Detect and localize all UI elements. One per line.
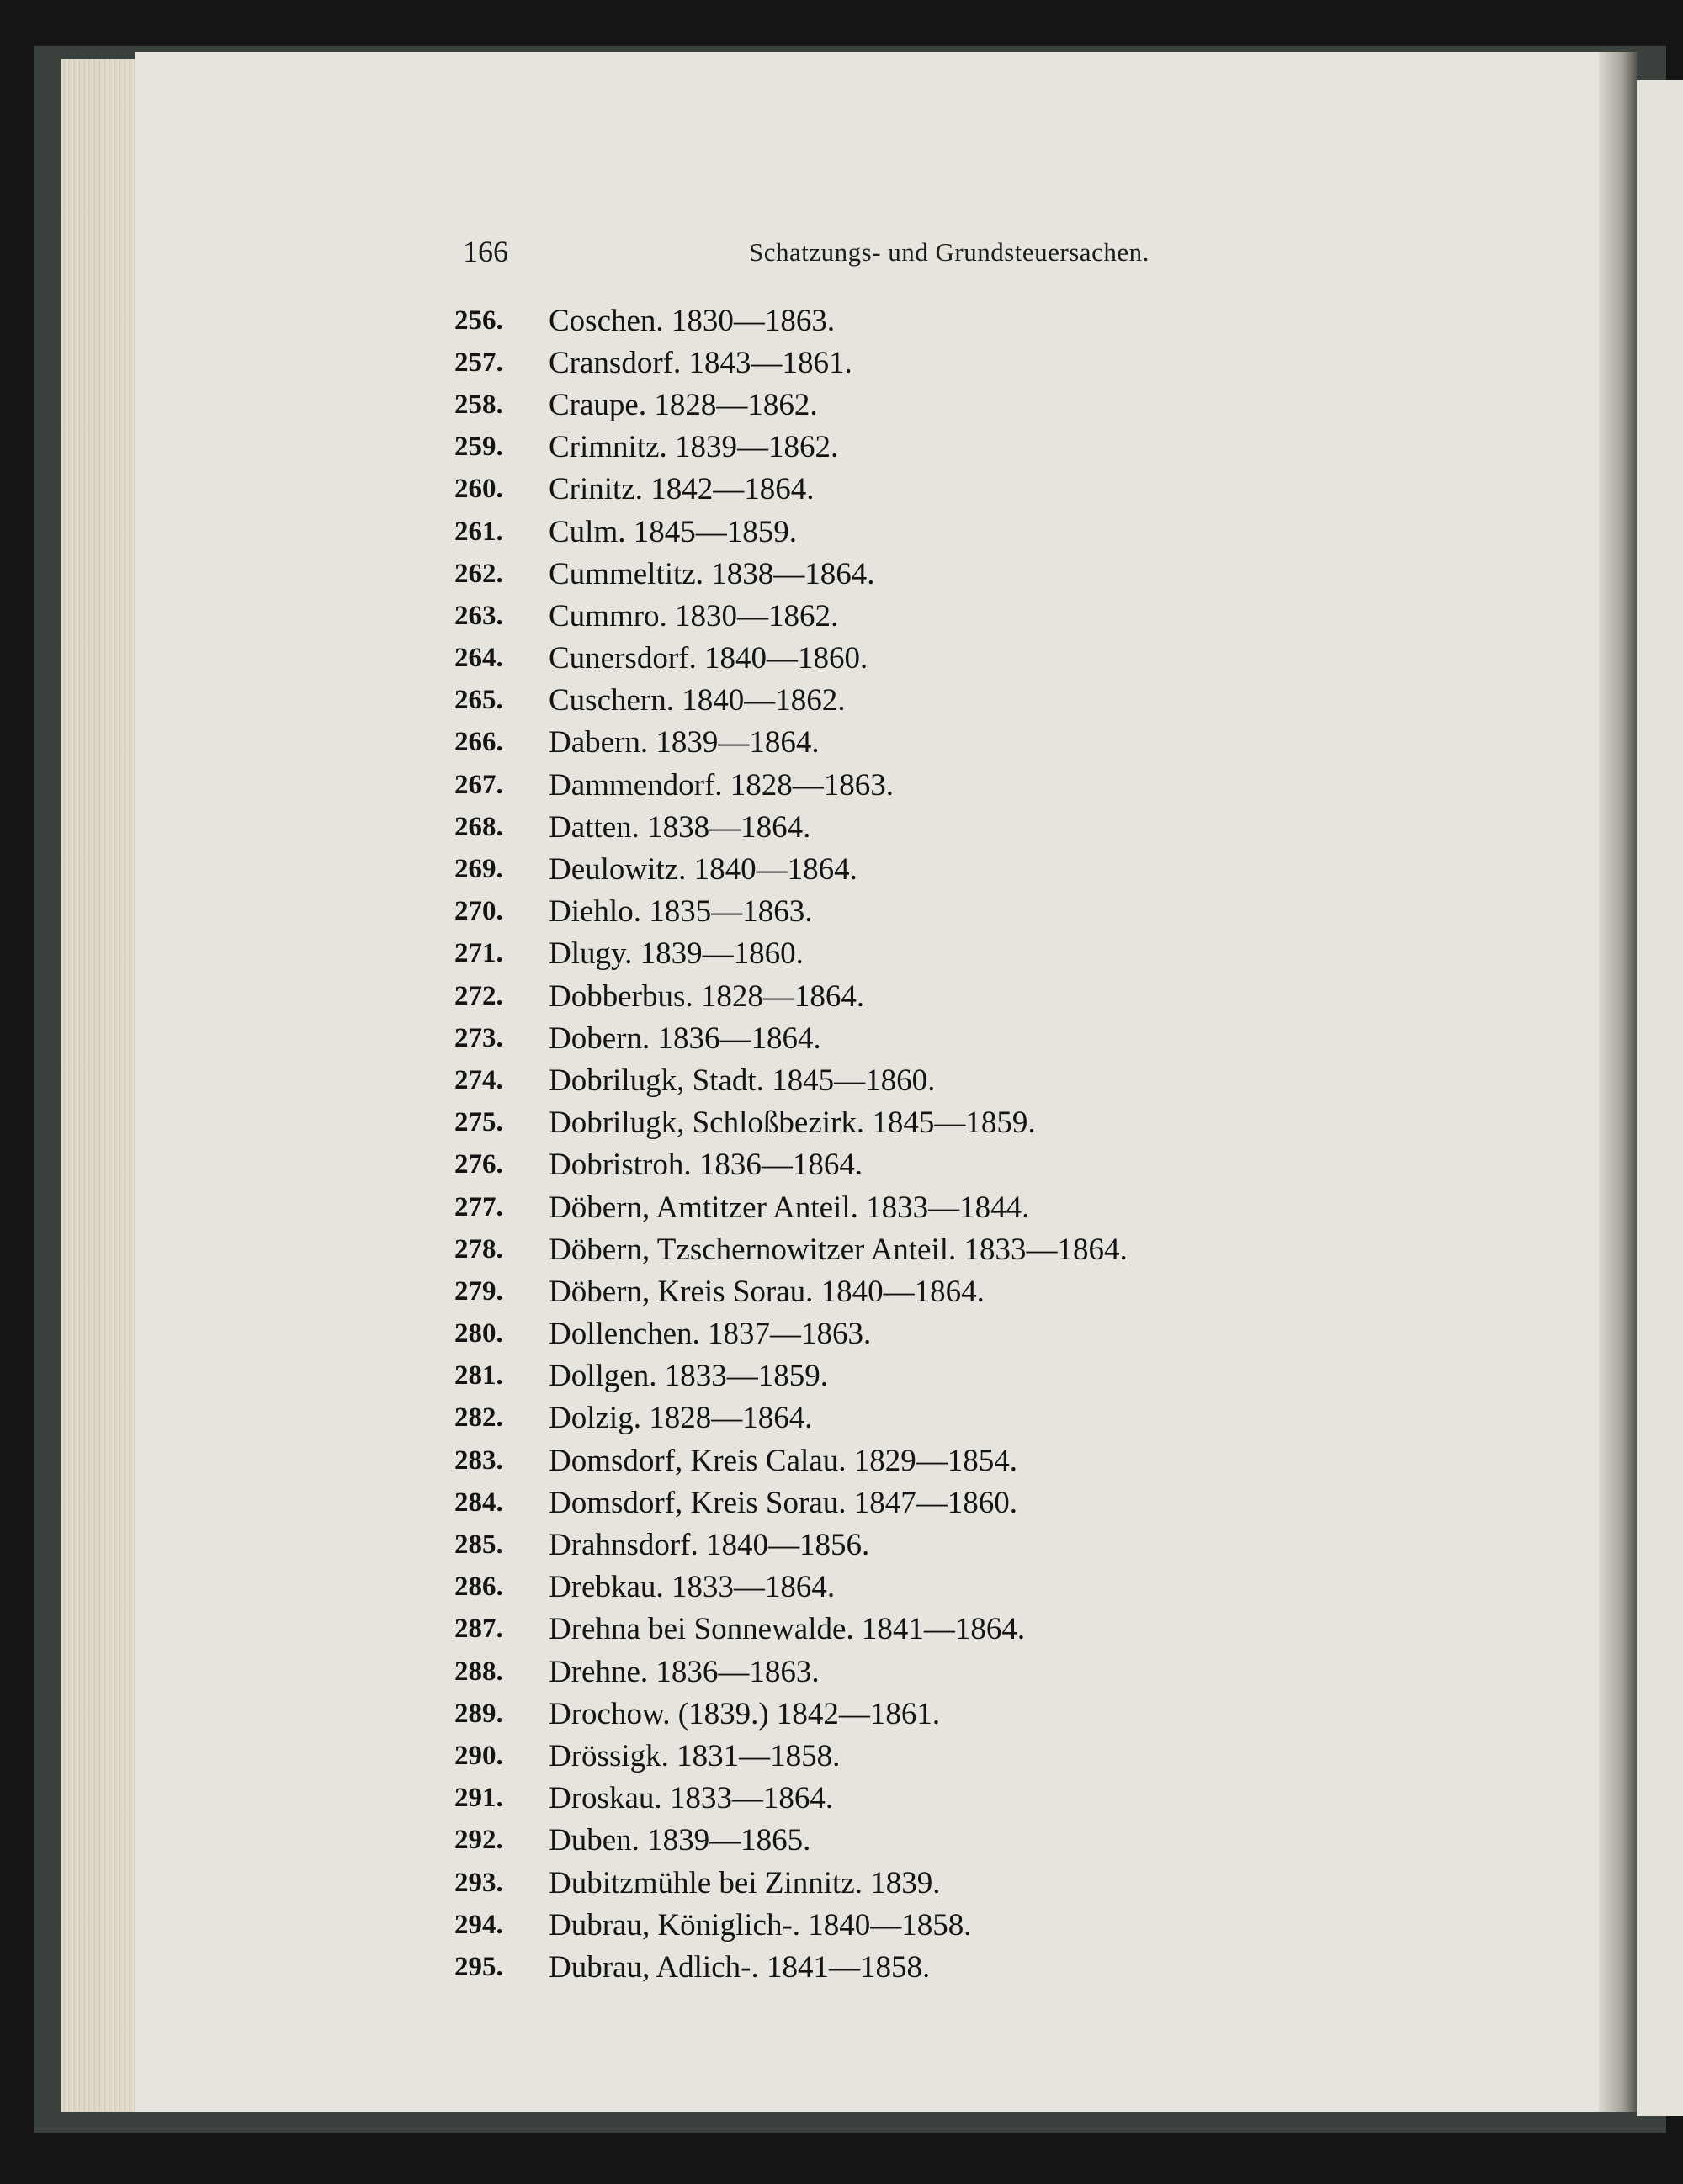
entry-number: 287. — [454, 1614, 503, 1645]
entry-number: 294. — [454, 1909, 503, 1940]
list-item — [454, 300, 1296, 342]
entry-number: 281. — [454, 1360, 503, 1392]
entry-number: 290. — [454, 1740, 503, 1771]
entry-text: Cummro. 1830—1862. — [549, 598, 839, 633]
entry-text: Coschen. 1830—1863. — [549, 303, 836, 338]
entry-number: 274. — [454, 1064, 503, 1095]
entry-text: Dobristroh. 1836—1864. — [549, 1148, 863, 1183]
list-item — [454, 511, 1296, 553]
entry-text: Dubrau, Königlich-. 1840—1858. — [549, 1907, 972, 1943]
entry-number: 266. — [454, 727, 503, 758]
entry-number: 279. — [454, 1275, 503, 1307]
list-item — [454, 806, 1296, 848]
running-head — [463, 234, 1212, 268]
facing-page-edge — [1637, 80, 1683, 2116]
entry-text: Craupe. 1828—1862. — [549, 387, 818, 422]
list-item — [454, 975, 1296, 1017]
entry-text: Cummeltitz. 1838—1864. — [549, 556, 875, 591]
list-item — [454, 1524, 1296, 1566]
entry-text: Droskau. 1833—1864. — [549, 1781, 834, 1816]
entry-text: Dobberbus. 1828—1864. — [549, 978, 865, 1014]
entry-number: 282. — [454, 1402, 503, 1434]
entry-number: 260. — [454, 474, 503, 505]
list-item — [454, 427, 1296, 469]
entry-number: 295. — [454, 1951, 503, 1982]
entry-text: Cuschern. 1840—1862. — [549, 683, 846, 718]
book-gutter — [1599, 52, 1637, 2112]
entry-text: Dolzig. 1828—1864. — [549, 1401, 813, 1436]
entry-text: Döbern, Tzschernowitzer Anteil. 1833—1864. — [549, 1232, 1128, 1267]
entry-number: 271. — [454, 938, 503, 969]
entry-text: Crimnitz. 1839—1862. — [549, 430, 839, 465]
entry-number: 277. — [454, 1191, 503, 1222]
entry-number: 270. — [454, 896, 503, 927]
list-item — [454, 680, 1296, 722]
entry-number: 291. — [454, 1783, 503, 1814]
entry-text: Dlugy. 1839—1860. — [549, 936, 804, 972]
entry-text: Dobrilugk, Stadt. 1845—1860. — [549, 1063, 936, 1098]
list-item — [454, 1059, 1296, 1101]
list-item — [454, 342, 1296, 384]
entry-text: Duben. 1839—1865. — [549, 1823, 811, 1858]
entry-number: 286. — [454, 1572, 503, 1603]
entry-text: Döbern, Kreis Sorau. 1840—1864. — [549, 1274, 985, 1309]
entry-text: Datten. 1838—1864. — [549, 809, 811, 845]
entry-text: Drehne. 1836—1863. — [549, 1654, 820, 1689]
list-item — [454, 1144, 1296, 1186]
entry-number: 264. — [454, 643, 503, 674]
entry-text: Dubrau, Adlich-. 1841—1858. — [549, 1949, 931, 1985]
entry-text: Culm. 1845—1859. — [549, 514, 797, 549]
entry-text: Drehna bei Sonnewalde. 1841—1864. — [549, 1612, 1026, 1647]
entry-number: 259. — [454, 432, 503, 463]
entry-number: 276. — [454, 1149, 503, 1180]
entry-number: 275. — [454, 1107, 503, 1138]
list-item — [454, 1313, 1296, 1355]
entry-number: 262. — [454, 558, 503, 589]
list-item — [454, 595, 1296, 637]
list-item — [454, 1778, 1296, 1820]
entry-text: Drössigk. 1831—1858. — [549, 1738, 841, 1773]
entry-text: Drahnsdorf. 1840—1856. — [549, 1528, 870, 1563]
entry-number: 265. — [454, 685, 503, 716]
entry-text: Dammendorf. 1828—1863. — [549, 767, 895, 803]
entry-number: 258. — [454, 389, 503, 420]
entry-number: 268. — [454, 811, 503, 842]
entry-text: Dubitzmühle bei Zinnitz. 1839. — [549, 1865, 941, 1900]
entry-text: Dobern. 1836—1864. — [549, 1020, 821, 1056]
entry-number: 288. — [454, 1656, 503, 1687]
entry-text: Domsdorf, Kreis Calau. 1829—1854. — [549, 1443, 1017, 1478]
entry-number: 292. — [454, 1825, 503, 1856]
list-item — [454, 1186, 1296, 1228]
entry-number: 283. — [454, 1445, 503, 1476]
list-item — [454, 1904, 1296, 1946]
list-item — [454, 933, 1296, 975]
list-item — [454, 1397, 1296, 1439]
list-item — [454, 1270, 1296, 1312]
entry-number: 272. — [454, 980, 503, 1011]
entry-text: Crinitz. 1842—1864. — [549, 472, 815, 507]
list-item — [454, 1439, 1296, 1482]
list-item — [454, 1651, 1296, 1693]
entry-number: 256. — [454, 305, 503, 336]
list-item — [454, 722, 1296, 764]
entry-text: Drebkau. 1833—1864. — [549, 1570, 836, 1605]
entry-number: 269. — [454, 854, 503, 885]
entry-text: Domsdorf, Kreis Sorau. 1847—1860. — [549, 1485, 1018, 1520]
page-number: 166 — [463, 235, 508, 268]
entry-number: 273. — [454, 1022, 503, 1053]
list-item — [454, 1355, 1296, 1397]
page-title: Schatzungs- und Grundsteuersachen. — [749, 237, 1149, 267]
list-item — [454, 1946, 1296, 1988]
list-item — [454, 553, 1296, 595]
list-item — [454, 1017, 1296, 1059]
entry-number: 284. — [454, 1487, 503, 1518]
entry-number: 293. — [454, 1867, 503, 1898]
entry-number: 257. — [454, 347, 503, 378]
list-item — [454, 1735, 1296, 1777]
list-item — [454, 1862, 1296, 1904]
entry-number: 261. — [454, 516, 503, 547]
entry-number: 263. — [454, 600, 503, 631]
list-item — [454, 469, 1296, 511]
entry-text: Diehlo. 1835—1863. — [549, 894, 813, 930]
list-item — [454, 1566, 1296, 1609]
entry-text: Dobrilugk, Schloßbezirk. 1845—1859. — [549, 1105, 1036, 1141]
list-item — [454, 848, 1296, 890]
entry-text: Dollgen. 1833—1859. — [549, 1359, 828, 1394]
list-item — [454, 1102, 1296, 1144]
list-item — [454, 1693, 1296, 1735]
entry-number: 280. — [454, 1318, 503, 1349]
list-item — [454, 891, 1296, 933]
list-item — [454, 384, 1296, 426]
entry-number: 289. — [454, 1698, 503, 1729]
entry-text: Cunersdorf. 1840—1860. — [549, 641, 868, 676]
entry-number: 267. — [454, 769, 503, 800]
entry-list — [454, 300, 1296, 1989]
entry-text: Dabern. 1839—1864. — [549, 725, 820, 761]
list-item — [454, 1609, 1296, 1651]
entry-number: 285. — [454, 1529, 503, 1561]
list-item — [454, 1228, 1296, 1270]
entry-text: Deulowitz. 1840—1864. — [549, 852, 857, 888]
entry-text: Cransdorf. 1843—1861. — [549, 345, 852, 380]
list-item — [454, 638, 1296, 680]
list-item — [454, 1482, 1296, 1524]
entry-text: Döbern, Amtitzer Anteil. 1833—1844. — [549, 1190, 1030, 1225]
entry-text: Drochow. (1839.) 1842—1861. — [549, 1696, 941, 1731]
entry-number: 278. — [454, 1233, 503, 1264]
list-item — [454, 764, 1296, 806]
list-item — [454, 1820, 1296, 1862]
entry-text: Dollenchen. 1837—1863. — [549, 1317, 872, 1352]
page-edges — [61, 59, 141, 2112]
